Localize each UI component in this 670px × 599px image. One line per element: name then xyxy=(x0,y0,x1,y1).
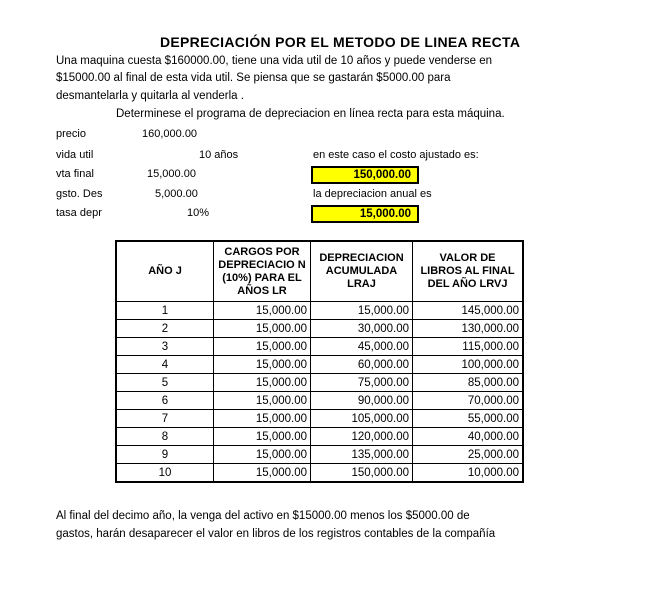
costo-ajustado-value: 150,000.00 xyxy=(311,166,419,184)
table-row xyxy=(116,338,523,356)
venta-value: 15,000.00 xyxy=(147,168,196,180)
cell-accum: 120,000.00 xyxy=(311,428,413,446)
cell-book: 85,000.00 xyxy=(413,374,524,392)
cell-charge: 15,000.00 xyxy=(214,356,311,374)
intro-line-1: Una maquina cuesta $160000.00, tiene una vida util de 10 años y puede venderse en xyxy=(56,55,493,67)
tasa-label: tasa depr xyxy=(56,207,102,219)
cell-accum: 15,000.00 xyxy=(311,302,413,320)
cell-year: 7 xyxy=(116,410,214,428)
page-title: DEPRECIACIÓN POR EL METODO DE LINEA RECTA xyxy=(160,34,521,50)
header-charge: CARGOS POR DEPRECIACIO N (10%) PARA EL AÑOS LR xyxy=(214,241,311,302)
cell-accum: 90,000.00 xyxy=(311,392,413,410)
cell-charge: 15,000.00 xyxy=(214,428,311,446)
cell-book: 40,000.00 xyxy=(413,428,524,446)
vida-label: vida util xyxy=(56,149,94,161)
cell-accum: 30,000.00 xyxy=(311,320,413,338)
table-header-row xyxy=(116,241,523,302)
vida-value: 10 años xyxy=(199,149,239,161)
cell-charge: 15,000.00 xyxy=(214,320,311,338)
table-row xyxy=(116,410,523,428)
intro-line-2: $15000.00 al final de esta vida util. Se piensa que se gastarán $5000.00 para xyxy=(56,72,451,84)
cell-book: 10,000.00 xyxy=(413,464,524,483)
cell-book: 25,000.00 xyxy=(413,446,524,464)
cell-year: 4 xyxy=(116,356,214,374)
header-accum: DEPRECIACION ACUMULADA LRAJ xyxy=(311,241,413,302)
cell-year: 1 xyxy=(116,302,214,320)
precio-value: 160,000.00 xyxy=(142,128,198,140)
cell-year: 5 xyxy=(116,374,214,392)
costo-ajustado-label: en este caso el costo ajustado es: xyxy=(313,149,479,161)
table-row xyxy=(116,446,523,464)
cell-accum: 135,000.00 xyxy=(311,446,413,464)
cell-book: 100,000.00 xyxy=(413,356,524,374)
tasa-value: 10% xyxy=(187,207,210,219)
cell-charge: 15,000.00 xyxy=(214,392,311,410)
gasto-label: gsto. Des xyxy=(56,188,103,200)
table-row xyxy=(116,302,523,320)
cell-book: 55,000.00 xyxy=(413,410,524,428)
depreciation-table xyxy=(115,240,524,483)
intro-line-3: desmantelarla y quitarla al venderla . xyxy=(56,90,244,102)
depreciacion-anual-value: 15,000.00 xyxy=(311,205,419,223)
cell-charge: 15,000.00 xyxy=(214,338,311,356)
precio-label: precio xyxy=(56,128,86,140)
table-row xyxy=(116,392,523,410)
intro-line-4: Determinese el programa de depreciacion en línea recta para esta máquina. xyxy=(116,108,505,120)
cell-charge: 15,000.00 xyxy=(214,302,311,320)
cell-book: 130,000.00 xyxy=(413,320,524,338)
cell-book: 145,000.00 xyxy=(413,302,524,320)
cell-charge: 15,000.00 xyxy=(214,464,311,483)
cell-year: 2 xyxy=(116,320,214,338)
table-row xyxy=(116,320,523,338)
cell-book: 115,000.00 xyxy=(413,338,524,356)
depreciacion-anual-label: la depreciacion anual es xyxy=(313,188,432,200)
header-book: VALOR DE LIBROS AL FINAL DEL AÑO LRVJ xyxy=(413,241,524,302)
cell-charge: 15,000.00 xyxy=(214,410,311,428)
cell-year: 9 xyxy=(116,446,214,464)
gasto-value: 5,000.00 xyxy=(155,188,198,200)
cell-year: 10 xyxy=(116,464,214,483)
cell-accum: 45,000.00 xyxy=(311,338,413,356)
cell-book: 70,000.00 xyxy=(413,392,524,410)
cell-accum: 150,000.00 xyxy=(311,464,413,483)
cell-charge: 15,000.00 xyxy=(214,374,311,392)
table-row xyxy=(116,374,523,392)
venta-label: vta final xyxy=(56,168,94,180)
cell-year: 6 xyxy=(116,392,214,410)
table-row xyxy=(116,356,523,374)
table-row xyxy=(116,428,523,446)
cell-accum: 60,000.00 xyxy=(311,356,413,374)
conclusion-line-1: Al final del decimo año, la venga del activo en $15000.00 menos los $5000.00 de xyxy=(56,510,470,522)
cell-accum: 105,000.00 xyxy=(311,410,413,428)
table-row xyxy=(116,464,523,483)
cell-year: 8 xyxy=(116,428,214,446)
header-year: AÑO J xyxy=(116,241,214,302)
cell-year: 3 xyxy=(116,338,214,356)
cell-accum: 75,000.00 xyxy=(311,374,413,392)
cell-charge: 15,000.00 xyxy=(214,446,311,464)
conclusion-line-2: gastos, harán desaparecer el valor en libros de los registros contables de la compañía xyxy=(56,528,496,540)
